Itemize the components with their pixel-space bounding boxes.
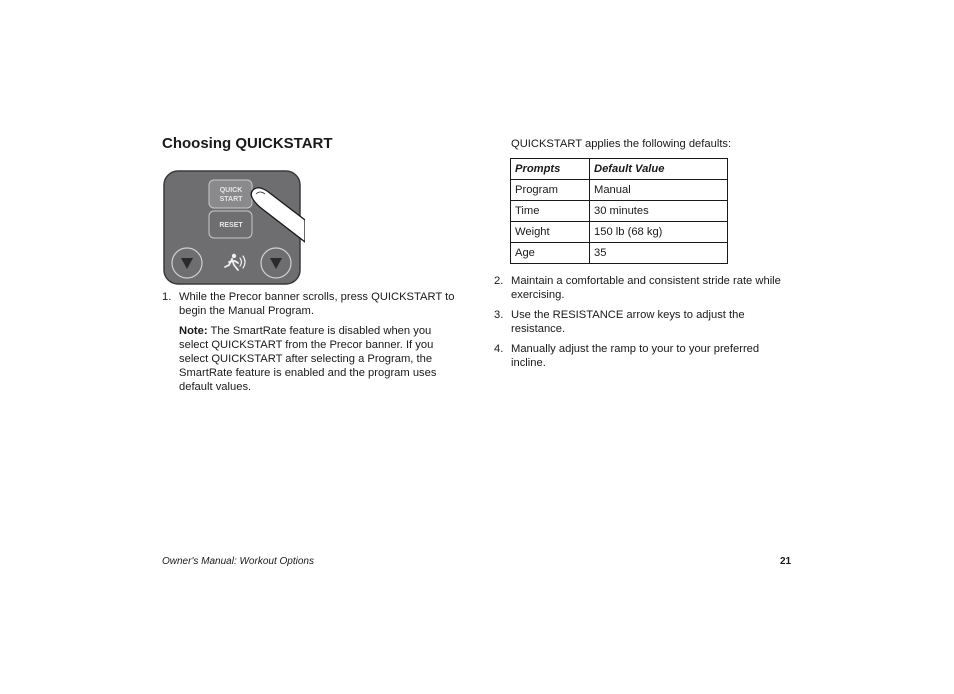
page-number: 21 <box>780 556 792 567</box>
table-cell: Program <box>511 180 590 201</box>
step-number: 3. <box>494 309 504 321</box>
left-step-list <box>162 291 458 325</box>
right-arrow-button[interactable] <box>261 248 291 278</box>
defaults-table <box>510 158 728 264</box>
right-step-list <box>494 275 794 377</box>
note-text: The SmartRate feature is disabled when you select QUICKSTART from the Precor banner. If you select QUICKSTART after selecting a Program, the SmartRate feature is enabled and the program uses default values. <box>179 325 437 393</box>
column-header: Default Value <box>590 159 728 180</box>
reset-label: RESET <box>219 222 243 229</box>
step-text: Maintain a comfortable and consistent stride rate while exercising. <box>511 275 781 301</box>
quickstart-label-line1: QUICK <box>219 187 243 194</box>
column-header: Prompts <box>511 159 590 180</box>
footer-title: Owner's Manual: Workout Options <box>162 556 314 567</box>
list-item <box>494 343 794 370</box>
step-number: 1. <box>162 291 172 303</box>
list-item <box>162 291 458 318</box>
step-number: 2. <box>494 275 504 287</box>
step-text: While the Precor banner scrolls, press QUICKSTART to begin the Manual Program. <box>179 291 455 317</box>
note-label: Note: <box>179 325 208 337</box>
table-cell: Age <box>511 243 590 264</box>
step-text: Use the RESISTANCE arrow keys to adjust the resistance. <box>511 309 745 335</box>
table-row <box>511 180 728 201</box>
table-cell: Manual <box>590 180 728 201</box>
list-item <box>494 309 794 336</box>
list-item <box>494 275 794 302</box>
quickstart-label-line2: START <box>219 196 243 203</box>
table-cell: 30 minutes <box>590 201 728 222</box>
table-header-row <box>511 159 728 180</box>
left-arrow-button[interactable] <box>172 248 202 278</box>
table-row <box>511 222 728 243</box>
table-cell: 150 lb (68 kg) <box>590 222 728 243</box>
table-row <box>511 243 728 264</box>
quickstart-button[interactable] <box>209 180 252 208</box>
defaults-intro: QUICKSTART applies the following defaults: <box>511 138 732 150</box>
console-panel-drawing <box>163 170 305 286</box>
table-row <box>511 201 728 222</box>
table-cell: 35 <box>590 243 728 264</box>
step-text: Manually adjust the ramp to your to your preferred incline. <box>511 343 760 369</box>
note-paragraph <box>179 324 459 394</box>
console-panel-illustration <box>163 170 305 286</box>
table-cell: Time <box>511 201 590 222</box>
table-cell: Weight <box>511 222 590 243</box>
step-number: 4. <box>494 343 504 355</box>
page-title: Choosing QUICKSTART <box>162 135 333 152</box>
